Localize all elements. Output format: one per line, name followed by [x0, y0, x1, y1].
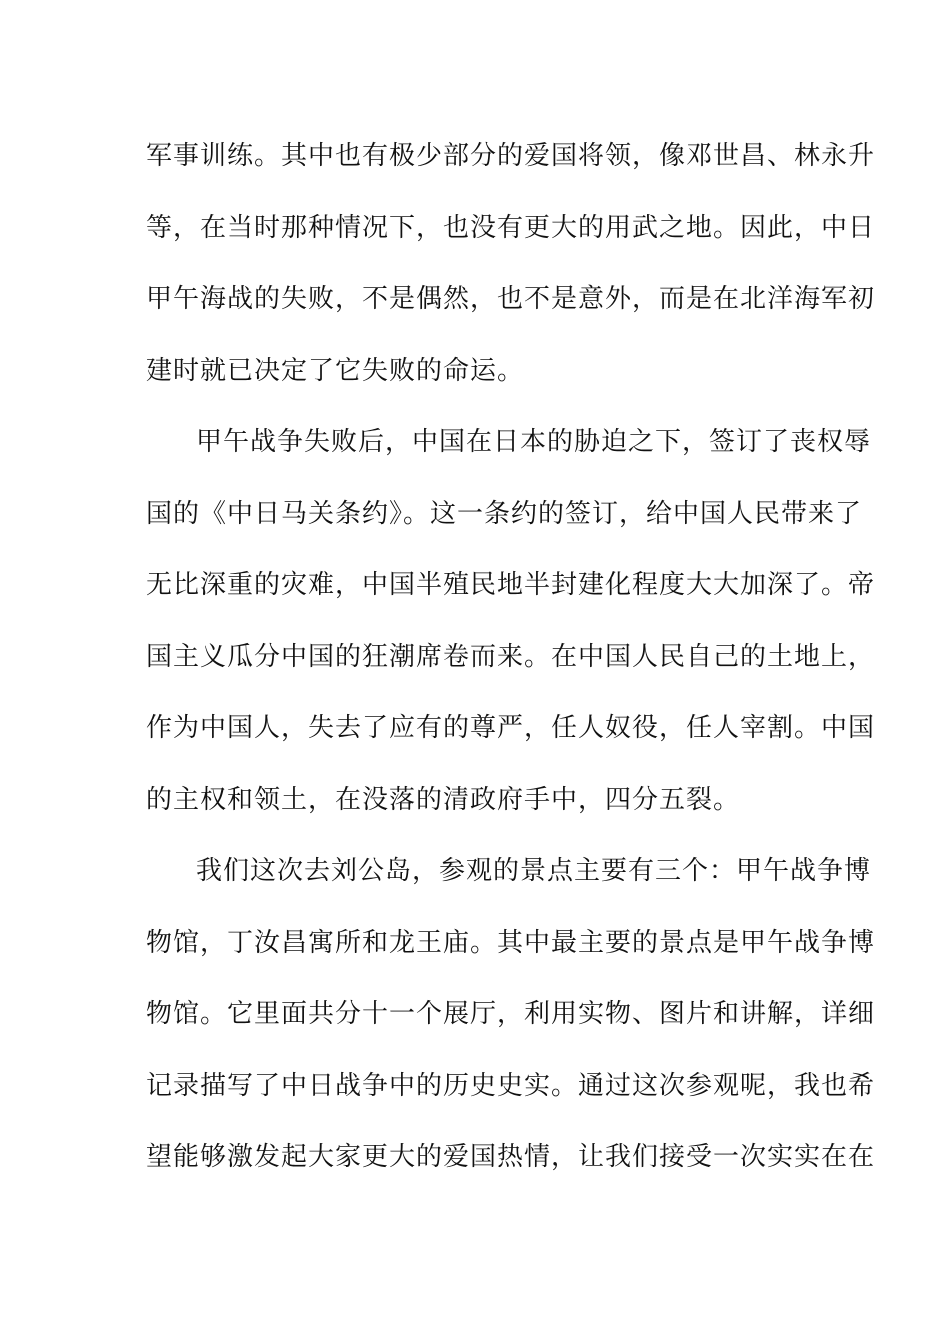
paragraph-first-line: 我们这次去刘公岛，参观的景点主要有三个：甲午战争博	[196, 856, 872, 886]
text-line: 建时就已决定了它失败的命运。	[146, 355, 525, 386]
text-line: 的主权和领土，在没落的清政府手中，四分五裂。	[146, 784, 741, 815]
text-line: 等，在当时那种情况下，也没有更大的用武之地。因此，中日	[146, 212, 876, 243]
text-line: 物馆，丁汝昌寓所和龙王庙。其中最主要的景点是甲午战争博	[146, 927, 876, 958]
text-line: 物馆。它里面共分十一个展厅，利用实物、图片和讲解，详细	[146, 999, 876, 1029]
paragraph-first-line: 甲午战争失败后，中国在日本的胁迫之下，签订了丧权辱	[196, 427, 872, 457]
text-line: 国的《中日马关条约》。这一条约的签订，给中国人民带来了	[146, 498, 863, 529]
text-line: 望能够激发起大家更大的爱国热情，让我们接受一次实实在在	[146, 1142, 876, 1172]
text-line: 甲午海战的失败，不是偶然，也不是意外，而是在北洋海军初	[146, 284, 876, 314]
body-text	[146, 126, 876, 1199]
text-line: 作为中国人，失去了应有的尊严，任人奴役，任人宰割。中国	[146, 713, 876, 743]
text-line: 无比深重的灾难，中国半殖民地半封建化程度大大加深了。帝	[146, 570, 876, 600]
text-line: 国主义瓜分中国的狂潮席卷而来。在中国人民自己的土地上，	[146, 641, 876, 672]
text-line: 军事训练。其中也有极少部分的爱国将领，像邓世昌、林永升	[146, 141, 876, 171]
text-line: 记录描写了中日战争中的历史史实。通过这次参观呢，我也希	[146, 1070, 876, 1101]
